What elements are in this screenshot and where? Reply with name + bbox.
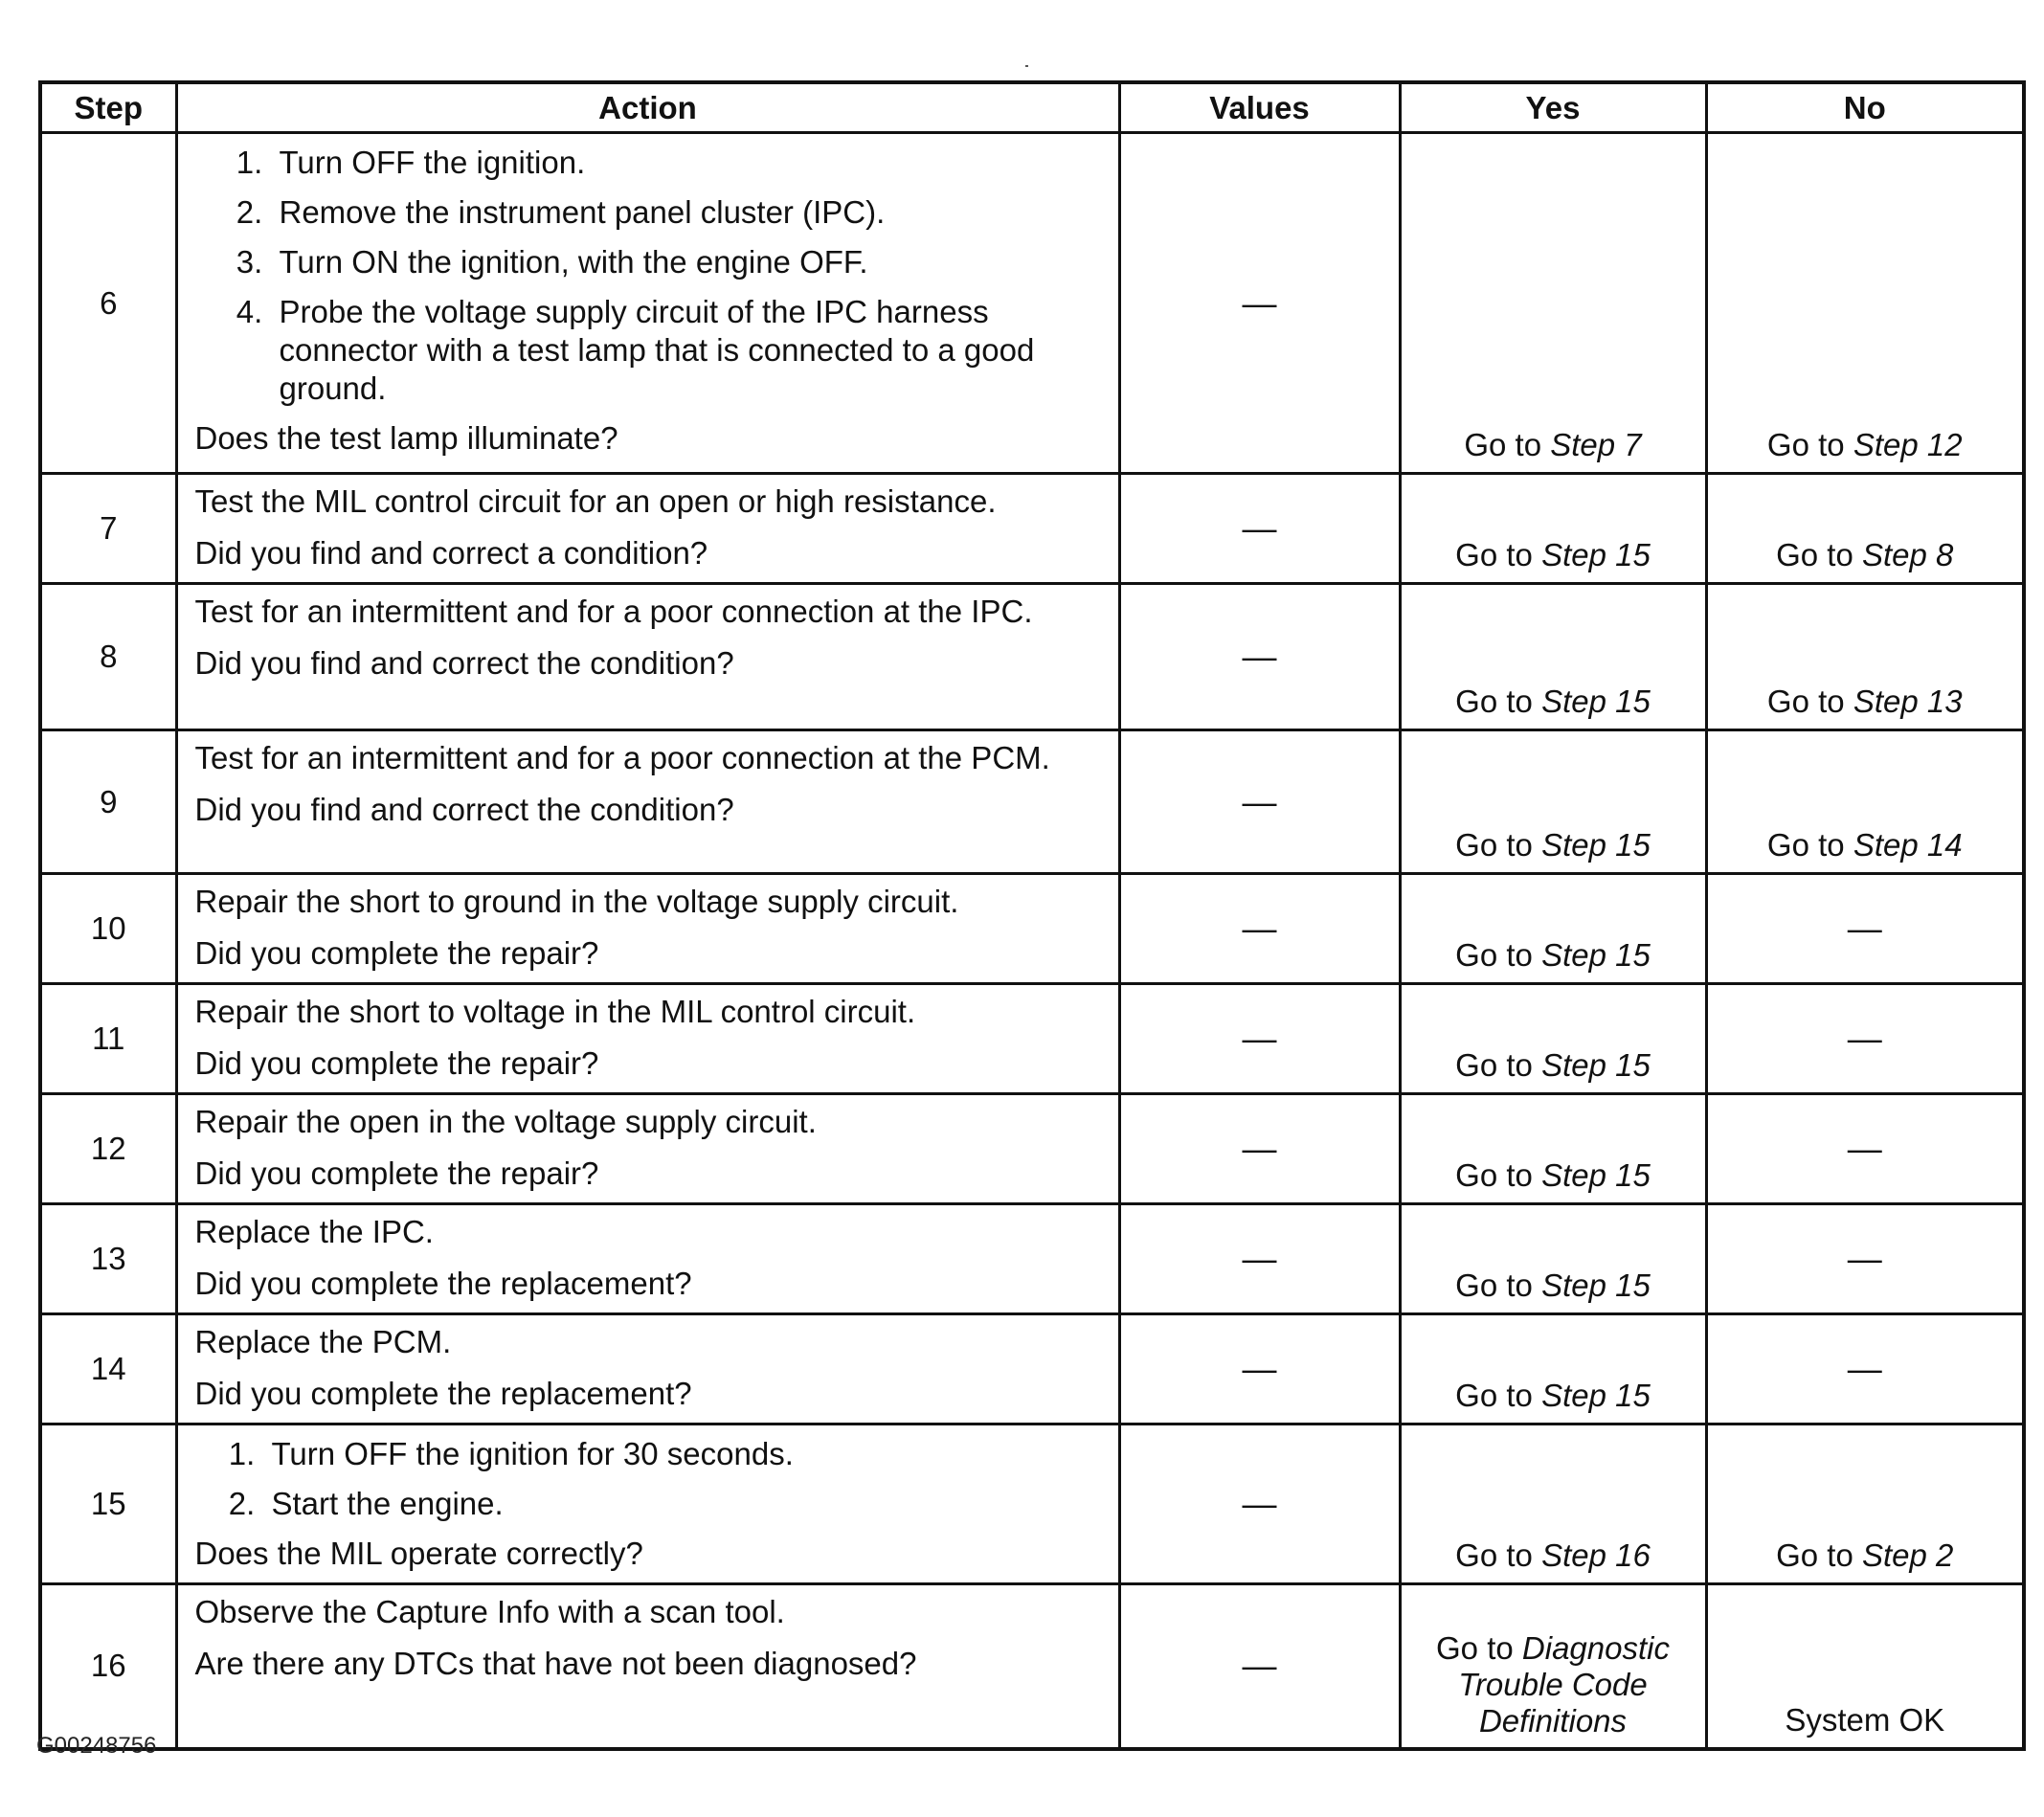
no-cell bbox=[1706, 730, 2024, 874]
goto-prefix: Go to bbox=[1455, 1537, 1533, 1573]
diagnostic-table bbox=[38, 80, 2026, 1751]
yes-cell bbox=[1400, 1094, 1706, 1204]
table-row bbox=[40, 1094, 2024, 1204]
step-number: 10 bbox=[40, 874, 176, 984]
action-cell bbox=[176, 984, 1119, 1094]
values-cell: — bbox=[1119, 1204, 1400, 1314]
yes-cell bbox=[1400, 1584, 1706, 1749]
values-cell: — bbox=[1119, 730, 1400, 874]
values-cell: — bbox=[1119, 133, 1400, 474]
goto-prefix: Go to bbox=[1455, 684, 1533, 719]
action-text: Replace the PCM. bbox=[194, 1324, 452, 1359]
no-cell: — bbox=[1706, 1204, 2024, 1314]
header-no: No bbox=[1706, 82, 2024, 133]
yes-cell bbox=[1400, 474, 1706, 584]
values-cell: — bbox=[1119, 1424, 1400, 1584]
question-text: Did you complete the repair? bbox=[194, 1045, 599, 1081]
table-row bbox=[40, 1584, 2024, 1749]
question-text: Did you complete the replacement? bbox=[194, 1266, 692, 1301]
action-cell bbox=[176, 730, 1119, 874]
action-text: Test for an intermittent and for a poor connection at the PCM. bbox=[194, 740, 1050, 775]
goto-prefix: Go to bbox=[1464, 427, 1542, 462]
action-text: Repair the short to voltage in the MIL control circuit. bbox=[194, 994, 916, 1029]
goto-prefix: Go to bbox=[1455, 937, 1533, 973]
goto-prefix: Go to bbox=[1455, 1047, 1533, 1083]
question-text: Did you find and correct a condition? bbox=[194, 535, 708, 571]
goto-target: Step 15 bbox=[1541, 684, 1651, 719]
action-text: Repair the open in the voltage supply circuit. bbox=[194, 1104, 817, 1139]
no-cell: — bbox=[1706, 1094, 2024, 1204]
goto-target: Step 12 bbox=[1853, 427, 1963, 462]
action-cell bbox=[176, 1584, 1119, 1749]
header-values: Values bbox=[1119, 82, 1400, 133]
question-text: Does the test lamp illuminate? bbox=[194, 420, 618, 456]
step-number: 6 bbox=[40, 133, 176, 474]
goto-target: Step 2 bbox=[1861, 1537, 1954, 1573]
header-yes: Yes bbox=[1400, 82, 1706, 133]
substep: 1. Turn OFF the ignition for 30 seconds. bbox=[264, 1435, 1105, 1473]
goto-target: Step 15 bbox=[1541, 1157, 1651, 1193]
action-cell bbox=[176, 584, 1119, 730]
goto-target: Step 14 bbox=[1853, 827, 1963, 863]
goto-target: Step 15 bbox=[1541, 1047, 1651, 1083]
table-row bbox=[40, 1314, 2024, 1424]
goto-prefix: Go to bbox=[1455, 537, 1533, 572]
goto-target: Step 15 bbox=[1541, 827, 1651, 863]
table-row bbox=[40, 874, 2024, 984]
no-cell bbox=[1706, 133, 2024, 474]
question-text: Did you complete the replacement? bbox=[194, 1376, 692, 1411]
table-row bbox=[40, 1424, 2024, 1584]
no-cell: — bbox=[1706, 874, 2024, 984]
goto-target: Step 16 bbox=[1541, 1537, 1651, 1573]
step-number: 11 bbox=[40, 984, 176, 1094]
question-text: Did you find and correct the condition? bbox=[194, 792, 734, 827]
step-number: 16 bbox=[40, 1584, 176, 1749]
table-row bbox=[40, 730, 2024, 874]
action-cell bbox=[176, 874, 1119, 984]
step-number: 13 bbox=[40, 1204, 176, 1314]
step-number: 9 bbox=[40, 730, 176, 874]
action-cell bbox=[176, 1204, 1119, 1314]
figure-code: G00248756 bbox=[36, 1733, 157, 1759]
goto-prefix: Go to bbox=[1766, 684, 1845, 719]
yes-cell bbox=[1400, 1314, 1706, 1424]
header-action: Action bbox=[176, 82, 1119, 133]
step-number: 12 bbox=[40, 1094, 176, 1204]
goto-target: Step 7 bbox=[1550, 427, 1642, 462]
action-text: Test the MIL control circuit for an open or high resistance. bbox=[194, 483, 997, 519]
question-text: Does the MIL operate correctly? bbox=[194, 1536, 643, 1571]
yes-cell bbox=[1400, 730, 1706, 874]
values-cell: — bbox=[1119, 1094, 1400, 1204]
goto-prefix: Go to bbox=[1455, 1378, 1533, 1413]
action-text: Repair the short to ground in the voltage supply circuit. bbox=[194, 884, 959, 919]
goto-prefix: Go to bbox=[1776, 537, 1853, 572]
goto-prefix: Go to bbox=[1776, 1537, 1853, 1573]
goto-target: Step 15 bbox=[1541, 1378, 1651, 1413]
substep-list bbox=[195, 144, 1105, 408]
step-number: 7 bbox=[40, 474, 176, 584]
question-text: Did you complete the repair? bbox=[194, 935, 599, 971]
goto-target: Step 8 bbox=[1861, 537, 1954, 572]
substep: 4. Probe the voltage supply circuit of the IPC harness connector with a test lamp that is connected to a good ground. bbox=[272, 293, 1105, 408]
goto-prefix: Go to bbox=[1436, 1629, 1514, 1666]
substep: 2. Remove the instrument panel cluster (IPC). bbox=[272, 193, 1105, 232]
no-cell: — bbox=[1706, 984, 2024, 1094]
table-row bbox=[40, 1204, 2024, 1314]
step-number: 15 bbox=[40, 1424, 176, 1584]
substep: 2. Start the engine. bbox=[264, 1485, 1105, 1523]
action-cell bbox=[176, 133, 1119, 474]
yes-cell bbox=[1400, 1204, 1706, 1314]
values-cell: — bbox=[1119, 874, 1400, 984]
values-cell: — bbox=[1119, 1314, 1400, 1424]
question-text: Did you find and correct the condition? bbox=[194, 645, 734, 681]
no-cell: — bbox=[1706, 1314, 2024, 1424]
goto-target: Diagnostic Trouble Code Definitions bbox=[1458, 1629, 1670, 1738]
goto-prefix: Go to bbox=[1455, 827, 1533, 863]
goto-prefix: Go to bbox=[1455, 1157, 1533, 1193]
step-number: 14 bbox=[40, 1314, 176, 1424]
substep: 3. Turn ON the ignition, with the engine OFF. bbox=[272, 243, 1105, 281]
yes-cell bbox=[1400, 874, 1706, 984]
yes-cell bbox=[1400, 133, 1706, 474]
no-cell: System OK bbox=[1706, 1584, 2024, 1749]
goto-prefix: Go to bbox=[1766, 427, 1845, 462]
goto-target: Step 15 bbox=[1541, 1267, 1651, 1303]
step-number: 8 bbox=[40, 584, 176, 730]
goto-target: Step 13 bbox=[1853, 684, 1963, 719]
question-text: Are there any DTCs that have not been diagnosed? bbox=[194, 1646, 917, 1681]
table-row bbox=[40, 474, 2024, 584]
header-row bbox=[40, 82, 2024, 133]
table-row bbox=[40, 984, 2024, 1094]
values-cell: — bbox=[1119, 984, 1400, 1094]
action-text: Observe the Capture Info with a scan tool. bbox=[194, 1594, 785, 1629]
action-cell bbox=[176, 1094, 1119, 1204]
speck-mark bbox=[1025, 65, 1028, 67]
action-cell bbox=[176, 1424, 1119, 1584]
substep-list bbox=[195, 1435, 1105, 1523]
table-row bbox=[40, 584, 2024, 730]
no-cell bbox=[1706, 474, 2024, 584]
action-text: Test for an intermittent and for a poor connection at the IPC. bbox=[194, 594, 1033, 629]
goto-target: Step 15 bbox=[1541, 537, 1651, 572]
goto-target: Step 15 bbox=[1541, 937, 1651, 973]
question-text: Did you complete the repair? bbox=[194, 1155, 599, 1191]
yes-cell bbox=[1400, 984, 1706, 1094]
action-text: Replace the IPC. bbox=[194, 1214, 434, 1249]
goto-prefix: Go to bbox=[1766, 827, 1845, 863]
values-cell: — bbox=[1119, 1584, 1400, 1749]
yes-cell bbox=[1400, 584, 1706, 730]
goto-prefix-wrap bbox=[1409, 1630, 1697, 1739]
substep: 1. Turn OFF the ignition. bbox=[272, 144, 1105, 182]
action-cell bbox=[176, 1314, 1119, 1424]
values-cell: — bbox=[1119, 584, 1400, 730]
table-row bbox=[40, 133, 2024, 474]
goto-prefix: Go to bbox=[1455, 1267, 1533, 1303]
no-cell bbox=[1706, 584, 2024, 730]
action-cell bbox=[176, 474, 1119, 584]
diagnostic-table-container bbox=[38, 80, 2022, 1751]
yes-cell bbox=[1400, 1424, 1706, 1584]
values-cell: — bbox=[1119, 474, 1400, 584]
no-cell bbox=[1706, 1424, 2024, 1584]
header-step: Step bbox=[40, 82, 176, 133]
